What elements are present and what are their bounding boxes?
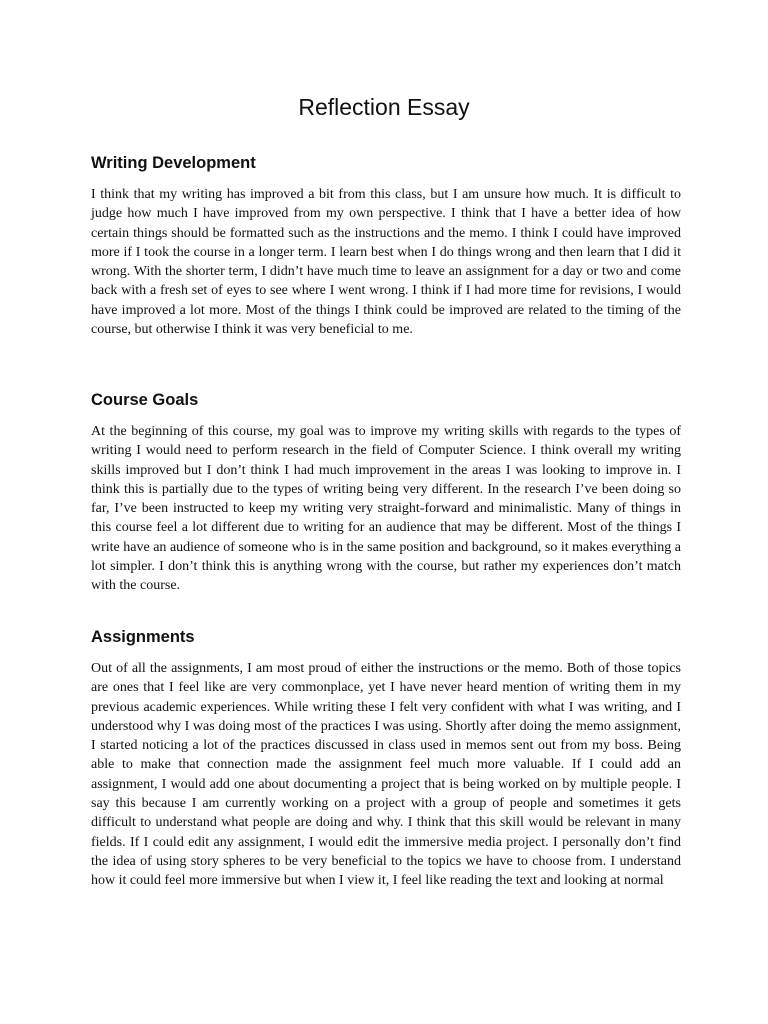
section-course-goals (91, 389, 681, 596)
section-paragraph: At the beginning of this course, my goal was to improve my writing skills with regards to the types of writing I would need to perform research in the field of Computer Science. I think overall my writing skills improved but I don’t think I had much improvement in the areas I was looking to improve in. I think this is partially due to the types of writing being very different. In the research I’ve been doing so far, I’ve been instructed to keep my writing very straight-forward and minimalistic. Many of things in this course feel a lot different due to writing for an audience that may be different. Most of the things I write have an audience of someone who is in the same position and background, so it makes everything a lot simpler. I don’t think this is anything wrong with the course, but rather my experiences don’t match with the course. (91, 424, 681, 594)
section-paragraph: Out of all the assignments, I am most proud of either the instructions or the memo. Both of those topics are ones that I feel like are very commonplace, yet I have never heard mention of writing them in my previous academic experiences. While writing these I felt very confident with what I was writing, and I understood why I was doing most of the practices I was using. Shortly after doing the memo assignment, I started noticing a lot of the practices discussed in class used in memos sent out from my boss. Being able to make that connection made the assignment feel much more valuable. If I could add an assignment, I would add one about documenting a project that is being worked on by multiple people. I say this because I am currently working on a project with a group of people and sometimes it gets difficult to understand what people are doing and why. I think that this skill would be relevant in many fields. If I could edit any assignment, I would edit the immersive media project. I personally don’t find the idea of using story spheres to be very beneficial to the topics we have to choose from. I understand how it could feel more immersive but when I view it, I feel like reading the text and looking at normal (91, 661, 681, 889)
document-title: Reflection Essay (298, 94, 470, 120)
section-heading: Course Goals (91, 391, 199, 409)
section-writing-development (91, 152, 681, 339)
section-paragraph: I think that my writing has improved a bit from this class, but I am unsure how much. It is difficult to judge how much I have improved from my own perspective. I think that I have a better idea of how certain things should be formatted such as the instructions and the memo. I think I could have improved more if I took the course in a longer term. I learn best when I do things wrong and then learn that I did it wrong. With the shorter term, I didn’t have much time to leave an assignment for a day or two and come back with a fresh set of eyes to see where I went wrong. I think if I had more time for revisions, I would have improved a lot more. Most of the things I think could be improved are related to the timing of the course, but otherwise I think it was very beneficial to me. (91, 187, 681, 338)
section-heading: Assignments (91, 628, 195, 646)
section-assignments (91, 626, 681, 916)
section-heading: Writing Development (91, 154, 256, 172)
